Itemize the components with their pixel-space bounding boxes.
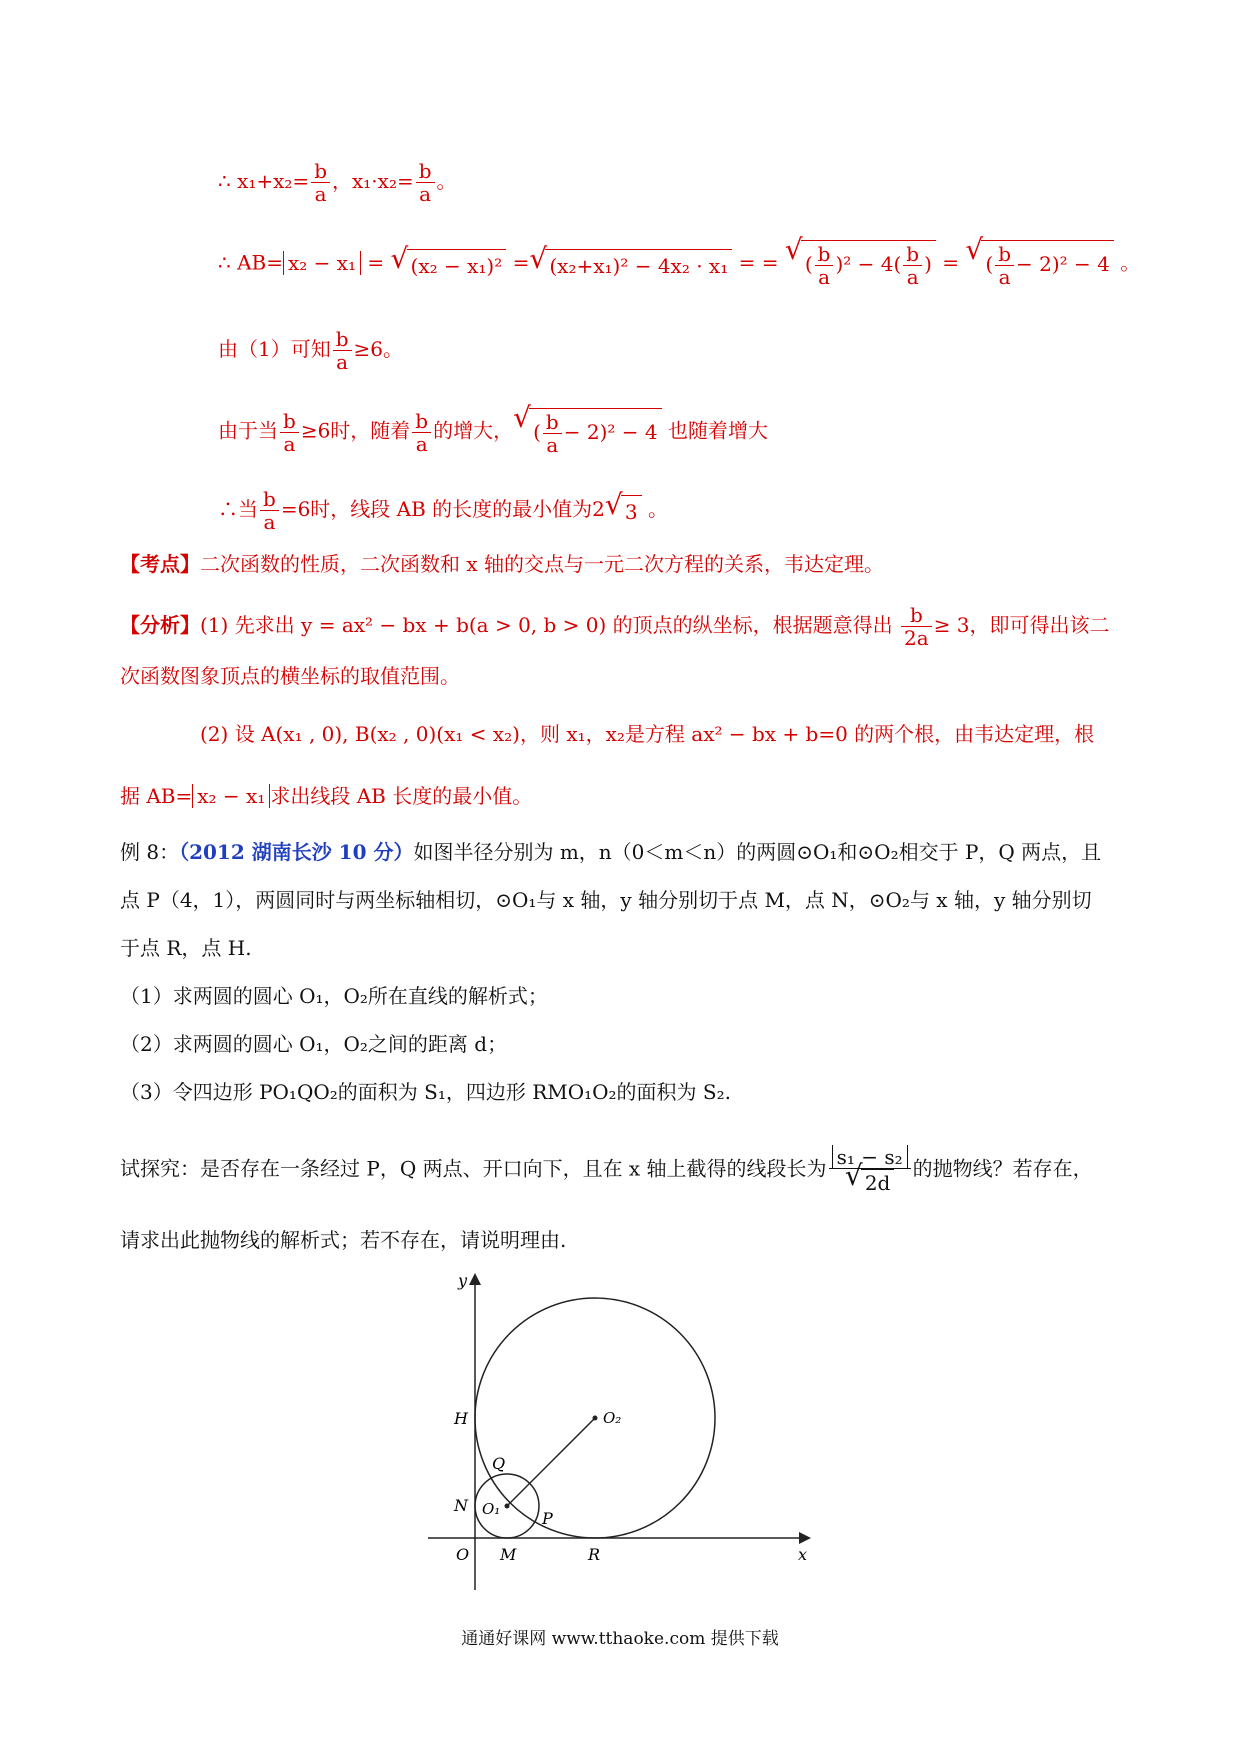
solution-line-1: ∴ x₁+x₂= $\frac{b}{a}$ ，x₁·x₂= $\frac{b}{a}$ 。 [218, 159, 457, 206]
fenxi-paragraph-1: 【分析】(1) 先求出 y = ax² − bx + b(a > 0, b > 0) 的顶点的纵坐标，根据题意得出 $\frac{b}{2a}$ ≥ 3，即可得出该二 [120, 603, 1110, 650]
question-1: （1）求两圆的圆心 O₁，O₂所在直线的解析式； [120, 984, 548, 1008]
fenxi-paragraph-2: (2) 设 A(x₁ , 0), B(x₂ , 0)(x₁ < x₂)，则 x₁，x₂是方程 ax² − bx + b=0 的两个根，由韦达定理，根 [200, 722, 1095, 746]
label-o: O [456, 1545, 470, 1564]
segment-o1-o2 [507, 1418, 595, 1506]
kaodian-text: 二次函数的性质，二次函数和 x 轴的交点与一元二次方程的关系，韦达定理。 [200, 552, 884, 576]
label-r: R [588, 1545, 601, 1564]
question-4: 试探究：是否存在一条经过 P，Q 两点、开口向下，且在 x 轴上截得的线段长为 s₁ − s₂ √ 2d 的抛物线？若存在， [120, 1146, 1093, 1194]
point-o2 [593, 1416, 598, 1421]
label-o1: O₁ [482, 1500, 501, 1518]
fraction-b-over-a: $\frac{b}{a}$ [311, 160, 330, 205]
example-line-2: 点 P（4，1），两圆同时与两坐标轴相切，⊙O₁与 x 轴，y 轴分别切于点 M，点 N，⊙O₂与 x 轴，y 轴分别切 [120, 888, 1092, 912]
fenxi-label: 【分析】 [120, 613, 200, 637]
point-o1 [505, 1504, 510, 1509]
question-2: （2）求两圆的圆心 O₁，O₂之间的距离 d； [120, 1032, 508, 1056]
solution-line-4: 由于当 $\frac{b}{a}$ ≥6时，随着 $\frac{b}{a}$ 的增大，√ ( $\frac{b}{a}$ − 2)² − 4 也随着增大 [218, 408, 768, 456]
footer: 通通好课网 www.tthaoke.com 提供下载 [461, 1629, 779, 1649]
kaodian-paragraph [120, 550, 884, 578]
solution-line-5: ∴当 $\frac{b}{a}$ =6时，线段 AB 的长度的最小值为2√ 3 。 [218, 488, 668, 533]
abs-x2-minus-x1: x₂ − x₁ [283, 251, 361, 275]
kaodian-label: 【考点】 [120, 552, 200, 576]
label-q: Q [492, 1454, 506, 1473]
example-source: （2012 湖南长沙 10 分） [179, 840, 414, 864]
geometry-figure [420, 1268, 820, 1598]
label-y: y [458, 1271, 468, 1290]
sqrt-expression-1: √ (x₂ − x₁)² [391, 249, 507, 280]
label-p: P [542, 1509, 553, 1528]
sqrt-expression-2: √ (x₂+x₁)² − 4x₂ · x₁ [529, 249, 732, 280]
fenxi-paragraph-1-cont: 次函数图象顶点的横坐标的取值范围。 [120, 664, 460, 688]
solution-line-2: ∴ AB= x₂ − x₁ = √ (x₂ − x₁)² =√ (x₂+x₁)² − 4x₂ · x₁ = = √ ( $\frac{b}{a}$ )² − 4( $\frac{b}{a}$ ) = √ ( $\frac{b}{a}$ − 2)² − 4 。 [218, 240, 1140, 288]
label-o2: O₂ [603, 1409, 622, 1427]
label-m: M [500, 1545, 517, 1564]
fraction-s1-s2-over-sqrt2d: s₁ − s₂ √ 2d [829, 1146, 911, 1194]
example-line-1: 例 8：（2012 湖南长沙 10 分）如图半径分别为 m，n（0＜m＜n）的两圆⊙O₁和⊙O₂相交于 P，Q 两点，且 [120, 840, 1102, 864]
example-label: 例 8： [120, 840, 180, 864]
sqrt-expression-3: √ ( $\frac{b}{a}$ )² − 4( $\frac{b}{a}$ ) [785, 240, 936, 288]
example-line-3: 于点 R，点 H. [120, 936, 252, 960]
sqrt-expression-4: √ ( $\frac{b}{a}$ − 2)² − 4 [965, 240, 1113, 288]
label-n: N [454, 1496, 468, 1515]
fraction-b-over-a: $\frac{b}{a}$ [416, 160, 435, 205]
sqrt-3: √ 3 [605, 495, 642, 526]
question-4-cont: 请求出此抛物线的解析式；若不存在，请说明理由. [120, 1228, 567, 1252]
label-h: H [454, 1409, 468, 1428]
question-3: （3）令四边形 PO₁QO₂的面积为 S₁，四边形 RMO₁O₂的面积为 S₂. [120, 1080, 731, 1104]
fenxi-paragraph-2-cont: 据 AB= x₂ − x₁ 求出线段 AB 长度的最小值。 [120, 784, 533, 808]
label-x: x [798, 1545, 808, 1564]
solution-line-3: 由（1）可知 $\frac{b}{a}$ ≥6。 [218, 327, 404, 374]
